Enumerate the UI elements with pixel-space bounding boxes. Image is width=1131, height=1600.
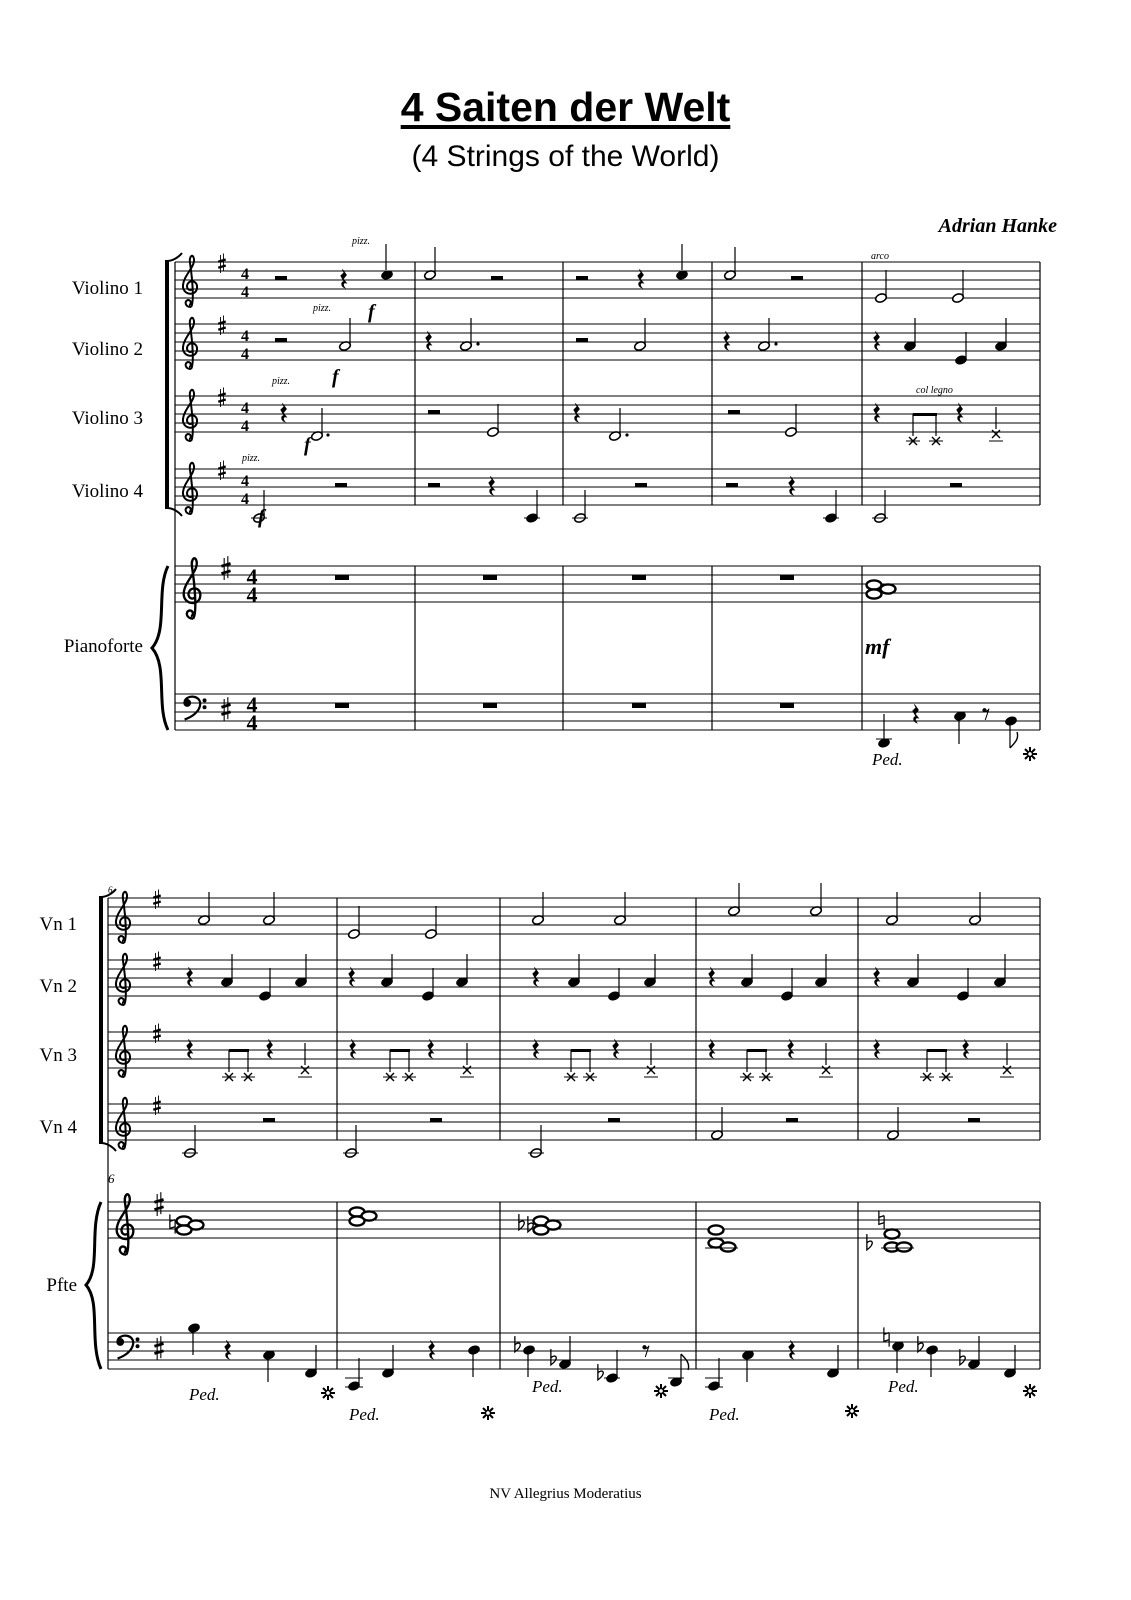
vn3-col-legno-mark: col legno (916, 385, 953, 396)
pedal-release-icon-3 (481, 1406, 495, 1420)
svg-text:4: 4 (246, 564, 258, 589)
vn4-system1-notes (251, 476, 962, 523)
instrument-label-violino-1: Violino 1 (71, 278, 143, 299)
svg-text:4: 4 (241, 418, 249, 435)
vn2-dynamic-f: f (332, 366, 339, 388)
instrument-label-violino-2: Violino 2 (71, 339, 143, 360)
piano-system1-notes (335, 575, 794, 708)
instrument-label-vn-2: Vn 2 (39, 976, 77, 997)
pedal-release-icon-4 (654, 1384, 668, 1398)
piano-system1-m5 (867, 580, 1018, 748)
vn-measure-number: 6 (108, 885, 113, 895)
pedal-release-icon-2 (321, 1386, 335, 1400)
vn3-system2-notes (187, 1039, 1014, 1081)
system-2 (86, 883, 1040, 1391)
system-2-staff-lines (108, 898, 1040, 1369)
vn2-pizz-mark: pizz. (313, 303, 332, 314)
pedal-release-icon-6 (1023, 1384, 1037, 1398)
vn4-pizz-mark: pizz. (242, 453, 261, 464)
svg-text:4: 4 (241, 266, 249, 283)
pedal-mark-3: Ped. (349, 1405, 380, 1424)
svg-text:4: 4 (246, 692, 258, 717)
svg-text:4: 4 (241, 473, 249, 490)
vn1-system2-notes (198, 883, 982, 939)
system-1-time-signatures (241, 266, 261, 735)
vn4-system2-notes (182, 1107, 980, 1158)
svg-text:4: 4 (246, 710, 258, 735)
vn1-dynamic-f: f (368, 301, 375, 323)
vn1-pizz-mark: pizz. (352, 236, 371, 247)
system-1-staff-lines (175, 262, 1040, 730)
composer-name: Adrian Hanke (938, 215, 1057, 237)
instrument-label-violino-3: Violino 3 (71, 408, 143, 429)
pedal-release-icon-1 (1023, 747, 1037, 761)
system-1 (152, 244, 1040, 748)
instrument-label-pianoforte: Pianoforte (63, 636, 143, 657)
instrument-label-violino-4: Violino 4 (71, 481, 143, 502)
pedal-mark-2: Ped. (189, 1385, 220, 1404)
svg-text:4: 4 (241, 328, 249, 345)
svg-text:4: 4 (241, 491, 249, 508)
pedal-mark-4: Ped. (532, 1377, 563, 1396)
pedal-mark-1: Ped. (872, 750, 903, 769)
svg-text:4: 4 (241, 400, 249, 417)
publisher-footer: NV Allegrius Moderatius (489, 1486, 642, 1502)
vn1-system1-notes (275, 244, 964, 303)
pedal-mark-5: Ped. (709, 1405, 740, 1424)
svg-text:4: 4 (246, 582, 258, 607)
instrument-label-pfte: Pfte (46, 1275, 77, 1296)
score-subtitle: (4 Strings of the World) (411, 140, 720, 173)
pedal-release-icon-5 (845, 1404, 859, 1418)
score-title: 4 Saiten der Welt (400, 84, 731, 130)
instrument-label-vn-3: Vn 3 (39, 1045, 77, 1066)
svg-text:4: 4 (241, 284, 249, 301)
vn3-pizz-mark: pizz. (272, 376, 291, 387)
pedal-mark-6: Ped. (888, 1377, 919, 1396)
vn3-dynamic-f: f (304, 434, 311, 456)
vn1-arco-mark: arco (871, 251, 889, 262)
instrument-label-vn-4: Vn 4 (39, 1117, 77, 1138)
vn3-system1-notes (281, 403, 1003, 445)
piano-measure-number: 6 (108, 1171, 115, 1186)
piano-dynamic-mf: mf (865, 634, 890, 659)
instrument-label-vn-1: Vn 1 (39, 914, 77, 935)
svg-text:4: 4 (241, 346, 249, 363)
vn4-dynamic-f: f (258, 506, 265, 528)
